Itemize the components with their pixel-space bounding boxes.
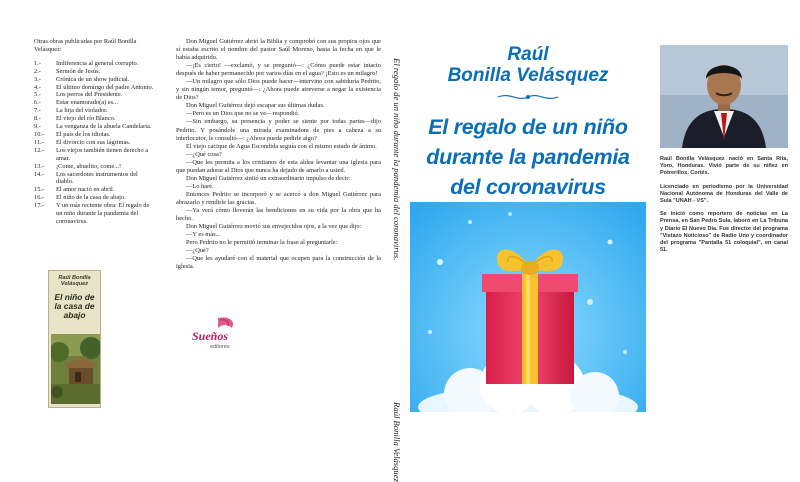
bio-paragraph: Licenciado en periodismo por la Universidad Nacional Autónoma de Honduras del Valle de Sula "UNAH - VS". xyxy=(660,183,788,205)
other-works-intro: Otras obras publicadas por Raúl Bonilla Velásquez: xyxy=(34,38,137,53)
spine-text xyxy=(392,58,402,482)
list-item: 6.- Estar enamorado(a) es... xyxy=(34,99,118,107)
ornament-divider xyxy=(496,90,560,104)
publisher-sub: editores xyxy=(210,344,230,350)
list-item: 11.- El divorcio con sus lágrimas. xyxy=(34,138,131,146)
list-item: 16.- El niño de la casa de abajo. xyxy=(34,194,126,202)
list-item: 8.- El viejo del río Blanco. xyxy=(34,115,116,123)
list-item: 12.- Los viejos también tienen derecho a amar. xyxy=(34,146,149,162)
excerpt-paragraph: Don Miguel Gutiérrez movió sus envejecidos ojos, a la vez que dijo: xyxy=(186,223,362,231)
front-flap xyxy=(646,0,800,436)
excerpt-paragraph: Entonces Pedrito se incorporó y se acercó a don Miguel Gutiérrez para abrazarlo y rendirle las gracias. xyxy=(176,190,381,206)
excerpt-paragraph: —¿Qué cosa? xyxy=(186,150,222,158)
list-item: 2.- Sermón de Jesús. xyxy=(34,67,101,75)
spine-title: El regalo de un niño durante la pandemia del coronavirus. xyxy=(392,58,402,261)
book-title: El regalo de un niño durante la pandemia del coronavirus xyxy=(426,115,630,199)
gift-illustration xyxy=(410,202,646,436)
list-item: 10.- El país de los idiotas. xyxy=(34,130,111,138)
spine xyxy=(385,0,410,482)
author-bio xyxy=(660,156,788,260)
other-book-title: El niño de la casa de abajo xyxy=(54,292,95,320)
excerpt-paragraph: Pero Pedrito no le permitió terminar la frase al preguntarle: xyxy=(186,239,338,247)
list-item: 15.- El amor nació en abril. xyxy=(34,186,115,194)
excerpt-paragraph: —Ya verá cómo lloverán las bendiciones en su vida por la obra que ha hecho. xyxy=(176,206,381,223)
list-item: 7.- La hija del violador. xyxy=(34,107,108,115)
list-item: 1.- Indiferencia al general corrupto. xyxy=(34,59,139,67)
excerpt-paragraph: —¡Es cierto! —exclamó, y se preguntó—: ¿Cómo puede estar intacto después de haber permanecido por varios días en el agua? ¡Esto es un milagro! xyxy=(176,62,381,78)
list-item: 14.- Los sacerdotes instrumentos del diablo. xyxy=(34,170,138,186)
excerpt-paragraph: El viejo cacique de Agua Escondida seguía con el mismo estado de ánimo. xyxy=(186,142,377,150)
other-book-cover xyxy=(48,270,101,408)
bio-paragraph: Raúl Bonilla Velásquez nació en Santa Rita, Yoro, Honduras. Vivió parte de su niñez en Potrerillos, Cortés. xyxy=(660,156,788,177)
excerpt-paragraph: —Que les ayudaré con el material que ocupen para la construcción de la iglesia. xyxy=(176,255,381,271)
list-item: 3.- Crónica de un show judicial. xyxy=(34,75,130,83)
excerpt-paragraph: Don Miguel Gutiérrez abrió la Biblia y comprobó con sus propios ojos que sí estaba escrito el nombre del pastor Saúl Moreno, hasta la fecha en que le había adquirido. xyxy=(176,38,381,62)
excerpt-paragraph: —Que les permita a los cristianos de esta aldea levantar una iglesia para que puedan adorar al Dios que nunca ha dejado de amarlo a usted. xyxy=(176,158,381,174)
list-item: 9.- La venganza de la abuela Candelaria. xyxy=(34,123,152,131)
excerpt-paragraph: —Lo haré. xyxy=(186,182,214,190)
back-cover xyxy=(155,0,385,436)
front-author: Raúl Bonilla Velásquez xyxy=(447,44,609,86)
publisher-name: Sueños xyxy=(192,329,229,343)
spine-author: Raúl Bonilla Velásquez xyxy=(392,402,402,482)
excerpt-paragraph: —¿Qué? xyxy=(186,247,209,255)
list-item: 5.- Los perros del Presidente. xyxy=(34,91,123,99)
bio-paragraph: Se inició como reportero de noticias en La Prensa, en San Pedro Sula, laboró en La Tribuna y Diario El Nuevo Día. Fue director del programa "Vistazo Noticioso" de Radio Uno y coordinador del programa "Pantalla 51 coloquial", en canal 51. xyxy=(660,211,788,254)
list-item: 17.- Y un más reciente obra: El regalo de un niño durante la pandemia del coronavirus. xyxy=(34,202,150,225)
back-flap xyxy=(0,0,155,436)
excerpt-paragraph: Don Miguel Gutiérrez dejó escapar sus últimas dudas. xyxy=(186,102,325,110)
village-photo xyxy=(51,334,100,404)
author-photo xyxy=(660,45,788,148)
front-cover xyxy=(410,0,646,436)
list-item: 13.- ¡Come, abuelito, come...! xyxy=(34,162,122,170)
back-cover-excerpt xyxy=(176,38,381,271)
other-book-author: Raúl Bonilla Velásquez xyxy=(58,275,91,288)
excerpt-paragraph: —Sin embargo, su presencia y poder se siente por todas partes—dijo Pedrito. Y posándole una mirada examinadora de pies a cabeza a su interlocutor, le consultó—: ¿Ahora puede pedirle algo? xyxy=(176,118,381,142)
excerpt-paragraph: —Pero es un Dios que no se ve—respondió. xyxy=(186,110,300,118)
excerpt-paragraph: —Y es más... xyxy=(186,231,221,239)
excerpt-paragraph: —Un milagro que sólo Dios puede hacer—intervino con sabiduría Pedrito, y sin ningún temor, preguntó—: ¿Ahora puede atreverse a negar la existencia de Dios? xyxy=(176,78,381,102)
other-works-list xyxy=(34,60,155,226)
list-item: 4.- El último domingo del padre Antonio. xyxy=(34,83,154,91)
publisher-logo xyxy=(188,314,248,352)
excerpt-paragraph: Don Miguel Gutiérrez sintió un extraordinario impulso de decir: xyxy=(186,174,351,182)
